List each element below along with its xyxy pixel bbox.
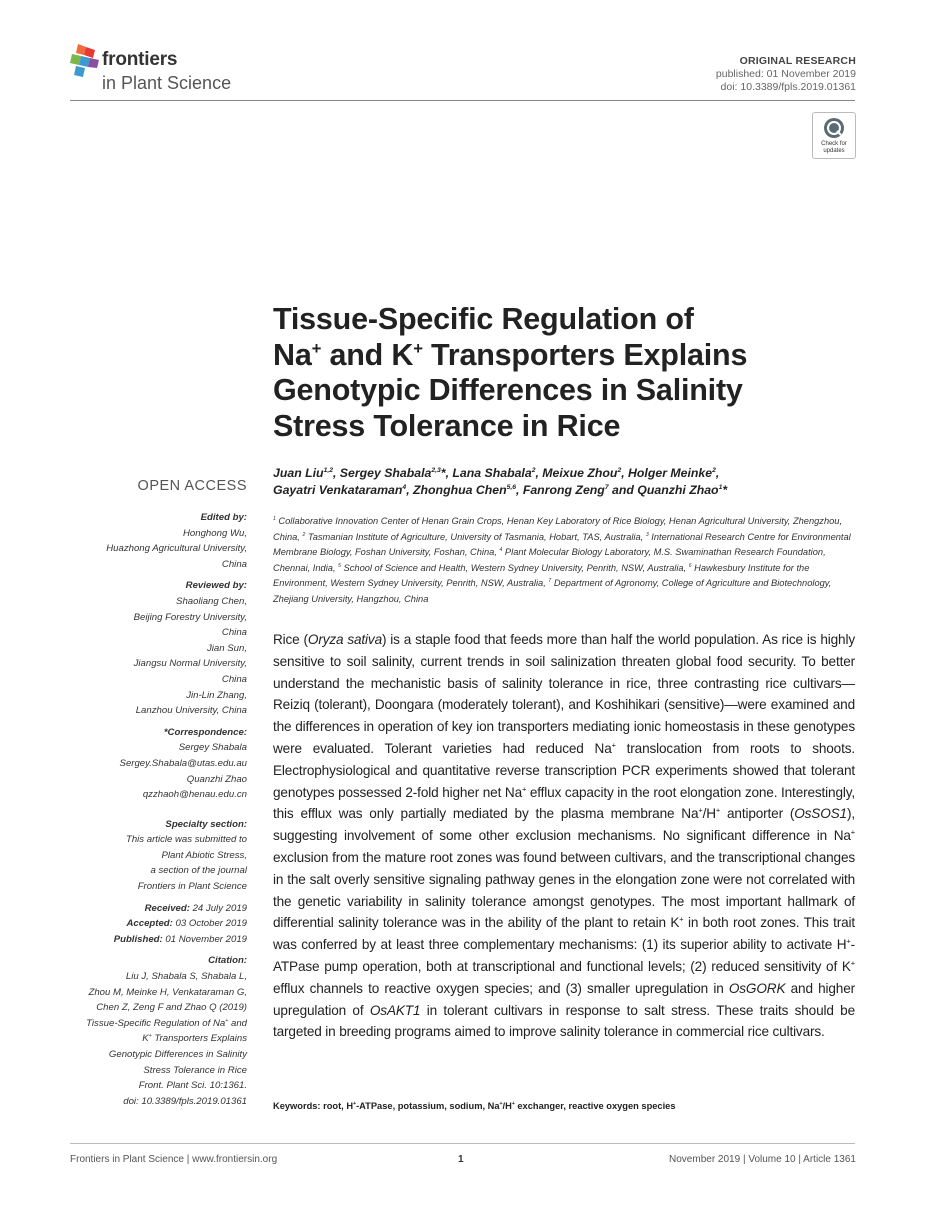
author-name[interactable]: *, Lana Shabala	[440, 466, 532, 480]
frontiers-logo-icon	[70, 44, 100, 78]
reviewer-line: Beijing Forestry University,	[133, 611, 247, 623]
specialty-line: This article was submitted to	[125, 834, 247, 846]
page-number: 1	[458, 1154, 464, 1165]
open-access-label: OPEN ACCESS	[137, 478, 247, 494]
author-name[interactable]: Gayatri Venkataraman	[273, 483, 403, 497]
correspondence-email[interactable]: Sergey.Shabala@utas.edu.au	[119, 757, 247, 769]
abstract: Rice (Oryza sativa) is a staple food that feeds more than half the world population. As rice is highly sensitive to soil salinity, current trends in soil salinization threaten global food security. To better understand the mechanistic basis of salinity tolerance in rice, three contrasting rice cultivars—Reiziq (tolerant), Doongara (moderately tolerant), and Koshihikari (sensitive)—were examined and the differences in operation of key ion transporters mediating ionic homeostasis in these genotypes were evaluated. Tolerant varieties had reduced Na+ translocation from roots to shoots. Electrophysiological and quantitative reverse transcription PCR experiments showed that tolerant genotypes possessed 2-fold higher net Na+ efflux capacity in the root elongation zone. Interestingly, this efflux was only partially mediated by the plasma membrane Na+/H+ antiporter (OsSOS1), suggesting involvement of some other exclusion mechanisms. No significant difference in Na+ exclusion from the mature root zones was found between cultivars, and the transcriptional changes in the salt overly sensitive signaling pathway genes in the elongation zone were not correlated with the genetic variability in salinity tolerance amongst genotypes. The most important hallmark of differential salinity tolerance was in the ability of the plant to retain K+ in both root zones. This trait was conferred by at least three complementary mechanisms: (1) its superior ability to activate H+-ATPase pump operation, both at transcriptional and functional levels; (2) reduced sensitivity of K+ efflux channels to reactive oxygen species; and (3) smaller upregulation in OsGORK and higher upregulation of OsAKT1 in tolerant cultivars in response to salt stress. These traits should be targeted in breeding programs aimed to improve salinity tolerance in commercial rice cultivars.	[273, 632, 856, 1040]
author-name[interactable]: Juan Liu	[273, 466, 324, 480]
header-divider	[70, 100, 855, 101]
article-meta	[716, 55, 856, 94]
author-name[interactable]: and Quanzhi Zhao	[608, 483, 719, 497]
citation-line: Front. Plant Sci. 10:1361.	[138, 1080, 247, 1092]
article-type: ORIGINAL RESEARCH	[739, 55, 856, 67]
reviewer-line: Shaoliang Chen,	[176, 595, 247, 607]
editor-line: Honghong Wu,	[183, 527, 247, 539]
keywords: Keywords: root, H+-ATPase, potassium, sodium, Na+/H+ exchanger, reactive oxygen species	[273, 1100, 676, 1111]
accepted-date: Accepted: 03 October 2019	[126, 918, 247, 930]
edited-by-label: Edited by:	[200, 512, 247, 523]
correspondence-label: *Correspondence:	[163, 726, 247, 738]
article-title	[273, 302, 833, 444]
check-updates-label: Check for updates	[821, 141, 847, 154]
specialty-line: Plant Abiotic Stress,	[161, 849, 247, 861]
reviewer-line: Jin-Lin Zhang,	[186, 689, 247, 701]
author-name[interactable]: , Holger Meinke	[621, 466, 713, 480]
published-date: published: 01 November 2019	[715, 68, 856, 80]
received-date: Received: 24 July 2019	[144, 902, 247, 914]
title-line: Na+ and K+ Transporters Explains	[273, 337, 748, 372]
reviewer-line: China	[221, 673, 247, 685]
correspondence-email[interactable]: qzzhaoh@henau.edu.cn	[142, 789, 247, 801]
citation-line: Tissue-Specific Regulation of Na+ and	[86, 1017, 247, 1029]
check-updates-icon	[823, 117, 845, 139]
journal-logo[interactable]	[70, 42, 270, 94]
footer-volume-info: November 2019 | Volume 10 | Article 1361	[669, 1154, 856, 1165]
citation-line: K+ Transporters Explains	[142, 1033, 247, 1045]
citation-label: Citation:	[208, 955, 247, 967]
citation-line: Genotypic Differences in Salinity	[108, 1049, 247, 1060]
article-info-sidebar	[57, 510, 247, 1109]
reviewed-by-label: Reviewed by:	[185, 580, 247, 592]
correspondence-line: Quanzhi Zhao	[186, 773, 247, 785]
journal-name: in Plant Science	[102, 73, 232, 93]
citation-line: Zhou M, Meinke H, Venkataraman G,	[88, 986, 247, 998]
author-name[interactable]: , Zhonghua Chen	[406, 483, 507, 497]
title-line: Tissue-Specific Regulation of	[273, 302, 694, 336]
title-line: Genotypic Differences in Salinity	[273, 373, 743, 407]
footer-journal-link[interactable]: Frontiers in Plant Science | www.frontiersin.org	[70, 1154, 278, 1165]
correspondence-line: Sergey Shabala	[178, 742, 247, 754]
brand-name: frontiers	[102, 49, 178, 70]
citation-line: Chen Z, Zeng F and Zhao Q (2019)	[96, 1002, 247, 1014]
author-name[interactable]: , Sergey Shabala	[332, 466, 432, 480]
editor-line: Huazhong Agricultural University,	[106, 543, 247, 555]
reviewer-line: China	[221, 627, 247, 639]
affiliations: $^1$ Collaborative Innovation Center of Henan Grain Crops, Henan Key Laboratory of Rice Biology, Henan Agricultural University, Zhengzhou, China, $^2$ Tasmanian Institute of Agriculture, University of Tasmania, Hobart, TAS, Australia, $^3$ International Research Centre for Environmental Membrane Biology, Foshan University, Foshan, China, $^4$ Plant Molecular Biology Laboratory, M.S. Swaminathan Research Foundation, Chennai, India, $^5$ School of Science and Health, Western Sydney University, Penrith, NSW, Australia, $^6$ Hawkesbury Institute for the Environment, Western Sydney University, Penrith, NSW, Australia, $^7$ Department of Agronomy, College of Agriculture and Biotechnology, Zhejiang University, Hangzhou, China	[273, 515, 851, 604]
citation-line: Liu J, Shabala S, Shabala L,	[125, 971, 247, 983]
reviewer-line: Lanzhou University, China	[135, 705, 247, 717]
footer-divider	[70, 1143, 855, 1144]
author-name[interactable]: , Meixue Zhou	[535, 466, 618, 480]
editor-line: China	[221, 558, 247, 570]
article-doi[interactable]: doi: 10.3389/fpls.2019.01361	[720, 81, 856, 93]
citation-doi[interactable]: doi: 10.3389/fpls.2019.01361	[123, 1095, 247, 1107]
published-date-sidebar: Published: 01 November 2019	[113, 933, 247, 945]
author-name[interactable]: , Fanrong Zeng	[516, 483, 605, 497]
citation-line: Stress Tolerance in Rice	[143, 1064, 247, 1076]
specialty-section-label: Specialty section:	[165, 818, 247, 830]
specialty-line: Frontiers in Plant Science	[137, 881, 247, 893]
specialty-line: a section of the journal	[150, 865, 247, 877]
check-for-updates-button[interactable]	[812, 112, 856, 159]
author-list: Juan Liu$^{1,2}$, Sergey Shabala$^{2,3}$*, Lana Shabala$^2$, Meixue Zhou$^2$, Holger Meinke$^2$, Gayatri Venkataraman$^4$, Zhonghua Chen$^{5,6}$, Fanrong Zeng$^7$ and Quanzhi Zhao$^1$*	[273, 466, 728, 497]
reviewer-line: Jian Sun,	[206, 642, 247, 654]
reviewer-line: Jiangsu Normal University,	[133, 658, 247, 670]
title-line: Stress Tolerance in Rice	[273, 408, 621, 443]
